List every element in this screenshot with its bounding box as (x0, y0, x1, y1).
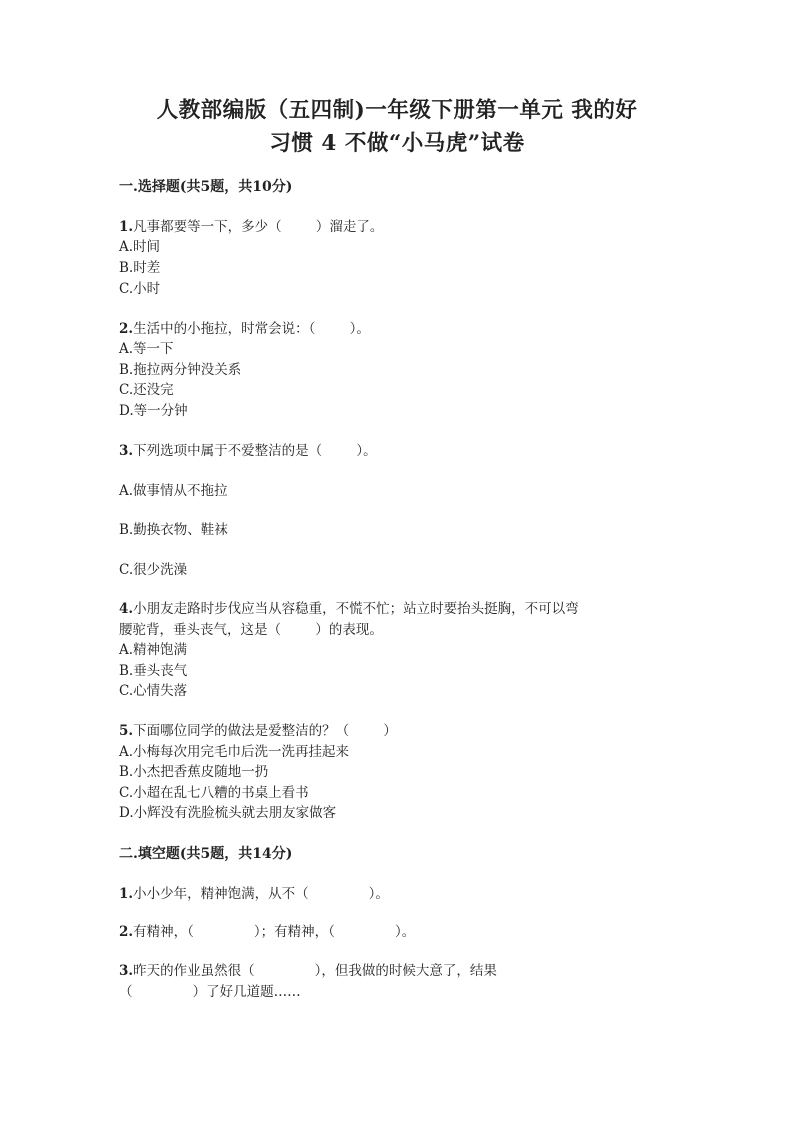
option-c: C.小时 (119, 281, 161, 297)
option-c: C.小超在乱七八糟的书桌上看书 (119, 785, 309, 801)
option-d: D.等一分钟 (119, 403, 188, 419)
option-b: B.垂头丧气 (119, 663, 188, 679)
fill-question-3 (119, 961, 497, 981)
section-heading-fill-blank: 二.填空题(共5题，共14分) (119, 846, 293, 862)
document-title-line-1: 人教部编版（五四制)一年级下册第一单元 我的好 (156, 98, 638, 123)
option-a: A.等一下 (119, 341, 174, 357)
question-stem: 下面哪位同学的做法是爱整洁的？（ ） (133, 723, 397, 739)
option-b: B.时差 (119, 260, 161, 276)
question-4 (119, 599, 579, 619)
option-a: A.精神饱满 (119, 642, 188, 658)
question-stem: 小小少年，精神饱满，从不（ ）。 (133, 886, 389, 902)
fill-question-2 (119, 922, 415, 942)
question-2 (119, 319, 370, 339)
question-stem: 有精神，（ ）；有精神，（ ）。 (133, 924, 416, 940)
question-stem: 昨天的作业虽然很（ ），但我做的时候大意了，结果 (133, 963, 497, 979)
question-number: 2. (119, 321, 134, 337)
question-number: 1. (119, 219, 134, 235)
option-c: C.还没完 (119, 382, 174, 398)
question-stem: 下列选项中属于不爱整洁的是（ ）。 (133, 443, 377, 459)
document-title-line-2: 习惯 4 不做“小马虎”试卷 (269, 131, 525, 156)
option-b: B.勤换衣物、鞋袜 (119, 522, 228, 538)
option-a: A.小梅每次用完毛巾后洗一洗再挂起来 (119, 744, 350, 760)
question-4-stem-continued: 腰驼背，垂头丧气，这是（ ）的表现。 (119, 622, 383, 638)
option-a: A.时间 (119, 239, 161, 255)
question-number: 3. (119, 963, 134, 979)
option-b: B.拖拉两分钟没关系 (119, 362, 242, 378)
option-c: C.心情失落 (119, 683, 188, 699)
question-number: 5. (119, 723, 134, 739)
fill-question-3-continued: （ ）了好几道题…… (119, 984, 301, 1000)
option-d: D.小辉没有洗脸梳头就去朋友家做客 (119, 805, 337, 821)
fill-question-1 (119, 884, 389, 904)
question-number: 2. (119, 924, 134, 940)
question-stem: 生活中的小拖拉，时常会说：（ ）。 (133, 321, 370, 337)
question-number: 3. (119, 443, 134, 459)
question-number: 4. (119, 601, 134, 617)
option-a: A.做事情从不拖拉 (119, 483, 228, 499)
option-c: C.很少洗澡 (119, 562, 188, 578)
option-b: B.小杰把香蕉皮随地一扔 (119, 764, 269, 780)
question-stem: 小朋友走路时步伐应当从容稳重，不慌不忙；站立时要抬头挺胸，不可以弯 (133, 601, 579, 617)
section-heading-choice: 一.选择题(共5题，共10分) (119, 179, 293, 195)
question-3 (119, 441, 377, 461)
question-5 (119, 721, 397, 741)
question-number: 1. (119, 886, 134, 902)
question-1 (119, 217, 383, 237)
question-stem: 凡事都要等一下，多少（ ）溜走了。 (133, 219, 384, 235)
